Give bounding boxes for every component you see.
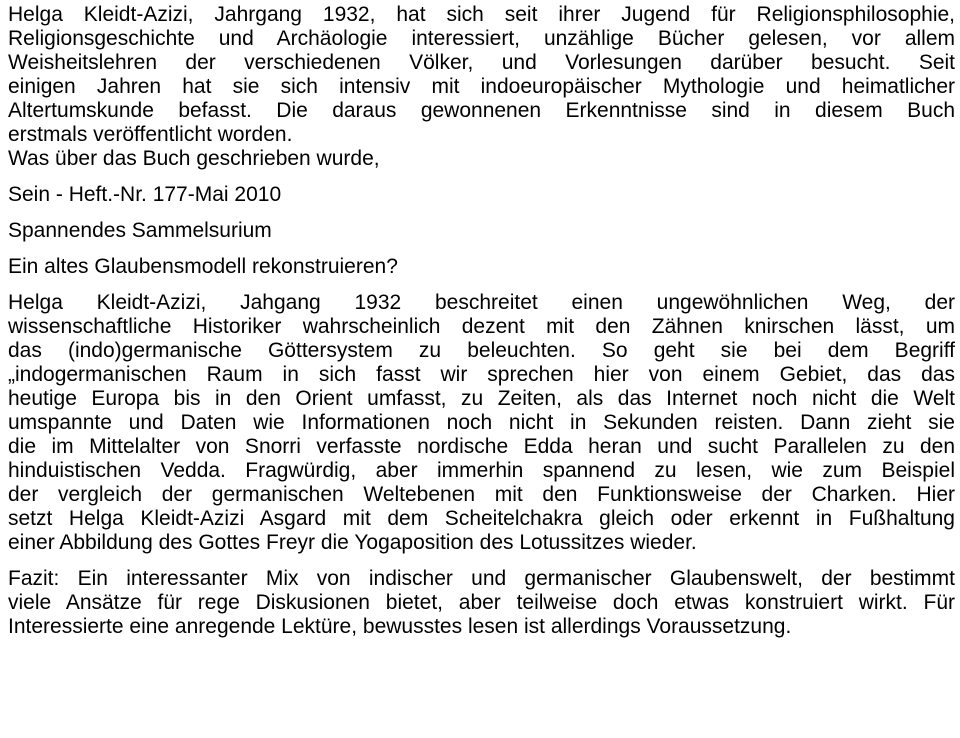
press-intro-text: Was über das Buch geschrieben wurde, [8,147,380,170]
author-intro-paragraph [8,3,955,147]
text-line: erstmals veröffentlicht worden. [8,123,293,146]
text-line: Altertumskunde befasst. Die daraus gewonnenen Erkenntnisse sind in diesem Buch [8,99,955,122]
review-body-paragraph [8,291,955,555]
text-line: einigen Jahren hat sie sich intensiv mit indoeuropäischer Mythologie und heimatlicher [8,75,955,98]
text-line: Weisheitslehren der verschiedenen Völker, und Vorlesungen darüber besucht. Seit [8,51,955,74]
text-line: Interessierte eine anregende Lektüre, bewusstes lesen ist allerdings Voraussetzung. [8,615,792,638]
text-line: die im Mittelalter von Snorri verfasste nordische Edda heran und sucht Parallelen zu den [8,435,955,458]
text-line: einer Abbildung des Gottes Freyr die Yogaposition des Lotussitzes wieder. [8,531,697,554]
text-line: Religionsgeschichte und Archäologie interessiert, unzählige Bücher gelesen, vor allem [8,27,955,50]
text-line: Fazit: Ein interessanter Mix von indischer und germanischer Glaubenswelt, der bestimmt [8,567,955,590]
text-line: heutige Europa bis in den Orient umfasst, zu Zeiten, als das Internet noch nicht die Welt [8,387,955,410]
text-line: hinduistischen Vedda. Fragwürdig, aber immerhin spannend zu lesen, wie zum Beispiel [8,459,955,482]
text-line: das (indo)germanische Göttersystem zu beleuchten. So geht sie bei dem Begriff [8,339,955,362]
conclusion-paragraph [8,567,955,639]
press-source [8,183,955,207]
text-line: wissenschaftliche Historiker wahrscheinlich dezent mit den Zähnen knirschen lässt, um [8,315,955,338]
review-headline-text: Spannendes Sammelsurium [8,219,272,242]
press-intro [8,147,955,171]
text-line: viele Ansätze für rege Diskusionen bietet, aber teilweise doch etwas konstruiert wirkt. Für [8,591,955,614]
press-source-text: Sein - Heft.-Nr. 177-Mai 2010 [8,183,282,206]
review-subheadline-text: Ein altes Glaubensmodell rekonstruieren? [8,255,398,278]
text-line: umspannte und Daten wie Informationen noch nicht in Sekunden reisten. Dann zieht sie [8,411,955,434]
spacer [8,555,955,567]
spacer [8,171,955,183]
spacer [8,243,955,255]
review-subheadline [8,255,955,279]
review-headline [8,219,955,243]
text-line: Helga Kleidt-Azizi, Jahgang 1932 beschreitet einen ungewöhnlichen Weg, der [8,291,955,314]
text-line: setzt Helga Kleidt-Azizi Asgard mit dem Scheitelchakra gleich oder erkennt in Fußhaltung [8,507,955,530]
text-line: „indogermanischen Raum in sich fasst wir sprechen hier von einem Gebiet, das das [8,363,955,386]
spacer [8,207,955,219]
spacer [8,279,955,291]
document-body [8,3,955,639]
text-line: Helga Kleidt-Azizi, Jahrgang 1932, hat sich seit ihrer Jugend für Religionsphilosophie, [8,3,955,26]
text-line: der vergleich der germanischen Weltebenen mit den Funktionsweise der Charken. Hier [8,483,955,506]
